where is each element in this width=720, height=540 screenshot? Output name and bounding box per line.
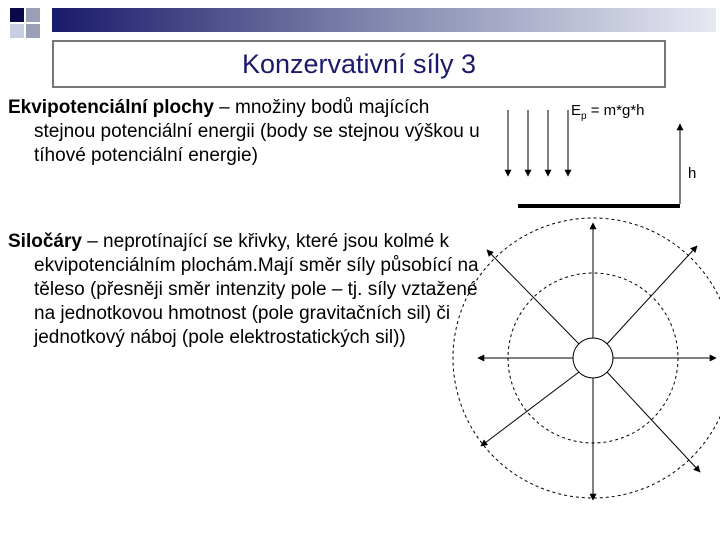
field-line-upper-left	[487, 250, 579, 344]
field-line-upper-right	[607, 246, 697, 344]
field-line-lower-left	[481, 372, 579, 446]
term-field-lines: Siločáry	[8, 231, 82, 252]
text-equipotential: – množiny bodů majících stejnou potenciální energii (body se stejnou výškou u tíhové potenciální energie)	[34, 97, 480, 166]
gravity-field-diagram	[508, 102, 696, 206]
text-field-lines: – neprotínající se křivky, které jsou kolmé k ekvipotenciálním plochám.Mají směr síly působící na těleso (přesněji směr intenzity pole – tj. síly vztažené na jednotkovou hmotnost (pole gravitačních sil) či jednotkový náboj (pole elektrostatických sil))	[34, 231, 479, 348]
formula-label: $E_p = m*g*h$	[571, 102, 645, 122]
height-label: h	[688, 165, 697, 182]
field-line-lower-right	[607, 372, 700, 472]
radial-field-diagram	[453, 218, 720, 500]
term-equipotential: Ekvipotenciální plochy	[8, 97, 214, 118]
page-title: Konzervativní síly 3	[241, 48, 477, 79]
